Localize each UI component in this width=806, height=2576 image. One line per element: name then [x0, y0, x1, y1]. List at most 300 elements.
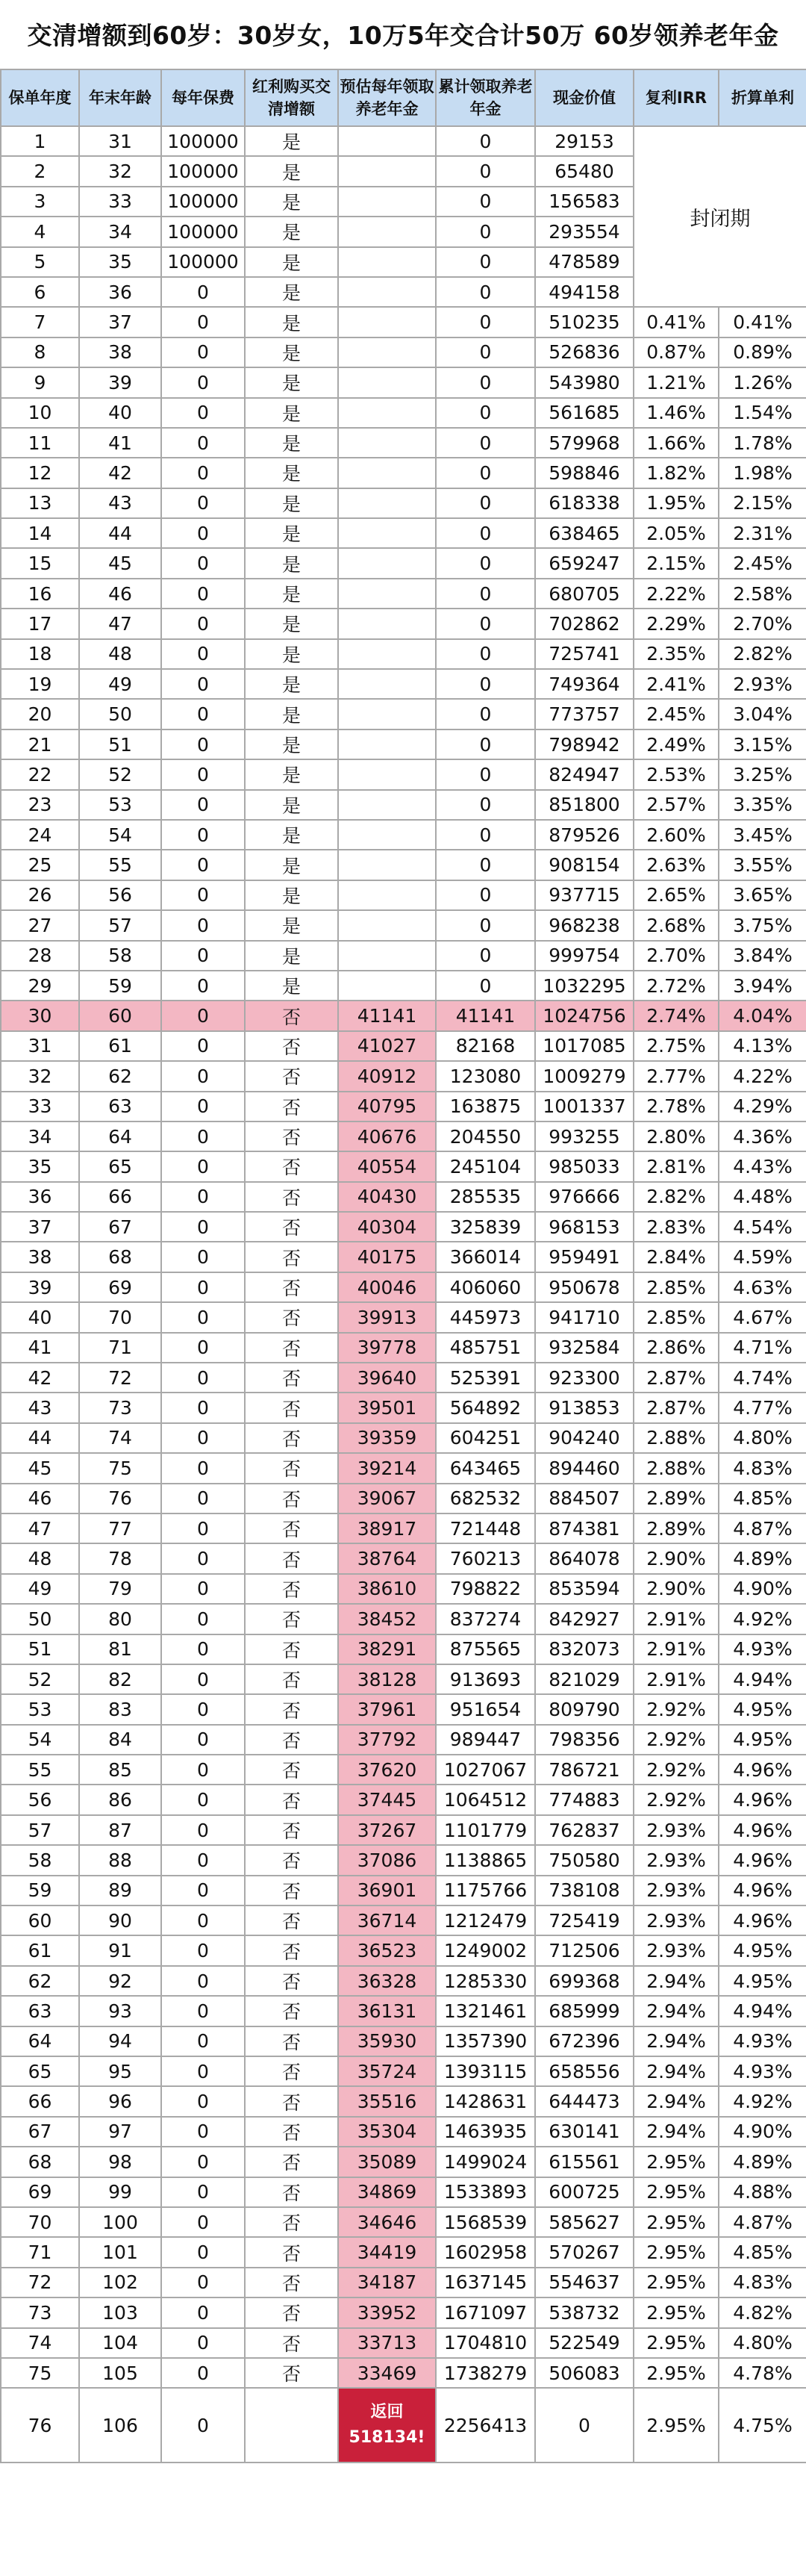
cell-simple-rate: 4.75% — [719, 2388, 806, 2463]
cell-cash-value: 644473 — [535, 2086, 634, 2116]
cell-dividend: 是 — [245, 699, 338, 729]
cell-simple-rate: 2.45% — [719, 548, 806, 578]
cell-policy-year: 76 — [1, 2388, 79, 2463]
cell-cumulative: 163875 — [436, 1092, 535, 1121]
cell-cumulative: 0 — [436, 247, 535, 277]
cell-age: 92 — [79, 1966, 161, 1996]
cell-age: 95 — [79, 2056, 161, 2086]
cell-cash-value: 630141 — [535, 2117, 634, 2147]
cell-annuity: 33952 — [338, 2297, 436, 2327]
cell-annuity — [338, 488, 436, 518]
cell-cumulative: 1138865 — [436, 1845, 535, 1875]
cell-premium: 0 — [161, 910, 245, 940]
cell-policy-year: 8 — [1, 337, 79, 367]
cell-irr: 2.78% — [634, 1092, 719, 1121]
cell-cash-value: 506083 — [535, 2358, 634, 2388]
cell-dividend: 否 — [245, 2086, 338, 2116]
table-row — [1, 1242, 806, 1272]
table-row — [1, 880, 806, 910]
table-row — [1, 1092, 806, 1121]
cell-dividend: 否 — [245, 2026, 338, 2056]
cell-simple-rate: 4.43% — [719, 1151, 806, 1181]
cell-policy-year: 30 — [1, 1001, 79, 1030]
cell-cash-value: 598846 — [535, 458, 634, 488]
cell-simple-rate: 2.31% — [719, 518, 806, 548]
cell-policy-year: 13 — [1, 488, 79, 518]
table-row — [1, 2328, 806, 2358]
cell-dividend: 否 — [245, 2117, 338, 2147]
table-row — [1, 1484, 806, 1513]
cell-policy-year: 16 — [1, 579, 79, 609]
cell-annuity: 35724 — [338, 2056, 436, 2086]
cell-annuity — [338, 669, 436, 699]
cell-cash-value: 824947 — [535, 759, 634, 789]
cell-policy-year: 75 — [1, 2358, 79, 2388]
cell-premium: 0 — [161, 639, 245, 669]
cell-dividend: 是 — [245, 488, 338, 518]
cell-cash-value: 968153 — [535, 1212, 634, 1242]
cell-premium: 0 — [161, 1634, 245, 1664]
cell-cash-value: 65480 — [535, 156, 634, 186]
cell-cumulative: 989447 — [436, 1725, 535, 1755]
table-row — [1, 2177, 806, 2207]
cell-policy-year: 63 — [1, 1996, 79, 2026]
table-row — [1, 729, 806, 759]
cell-age: 72 — [79, 1363, 161, 1393]
cell-dividend: 否 — [245, 1092, 338, 1121]
cell-premium: 0 — [161, 2328, 245, 2358]
cell-dividend: 是 — [245, 790, 338, 820]
table-row — [1, 1845, 806, 1875]
cell-cash-value: 773757 — [535, 699, 634, 729]
cell-age: 100 — [79, 2207, 161, 2237]
table-row — [1, 2358, 806, 2388]
cell-simple-rate: 4.04% — [719, 1001, 806, 1030]
cell-age: 52 — [79, 759, 161, 789]
cell-age: 53 — [79, 790, 161, 820]
cell-policy-year: 61 — [1, 1935, 79, 1965]
cell-annuity: 33469 — [338, 2358, 436, 2388]
cell-irr: 2.94% — [634, 2117, 719, 2147]
cell-simple-rate: 4.83% — [719, 1453, 806, 1483]
table-row — [1, 1815, 806, 1845]
header-irr: 复利IRR — [634, 69, 719, 126]
cell-irr: 2.91% — [634, 1604, 719, 1634]
cell-premium: 0 — [161, 1543, 245, 1573]
header-cash-value: 现金价值 — [535, 69, 634, 126]
cell-irr: 1.46% — [634, 398, 719, 428]
cell-dividend: 是 — [245, 639, 338, 669]
cell-cash-value: 738108 — [535, 1876, 634, 1905]
table-row — [1, 1725, 806, 1755]
cell-premium: 0 — [161, 1031, 245, 1061]
cell-irr: 1.66% — [634, 428, 719, 458]
cell-irr: 2.85% — [634, 1302, 719, 1332]
cell-irr: 2.93% — [634, 1905, 719, 1935]
cell-simple-rate: 3.55% — [719, 850, 806, 880]
cell-age: 82 — [79, 1664, 161, 1694]
cell-cumulative: 1175766 — [436, 1876, 535, 1905]
cell-irr: 2.94% — [634, 2056, 719, 2086]
cell-premium: 0 — [161, 820, 245, 850]
cell-simple-rate: 4.95% — [719, 1935, 806, 1965]
cell-irr: 2.90% — [634, 1543, 719, 1573]
cell-simple-rate: 4.63% — [719, 1272, 806, 1302]
cell-cash-value: 725419 — [535, 1905, 634, 1935]
cell-premium: 0 — [161, 398, 245, 428]
cell-irr: 2.87% — [634, 1393, 719, 1422]
cell-age: 88 — [79, 1845, 161, 1875]
cell-dividend: 否 — [245, 1031, 338, 1061]
cell-premium: 100000 — [161, 187, 245, 217]
cell-annuity: 36714 — [338, 1905, 436, 1935]
cell-cash-value: 1009279 — [535, 1061, 634, 1091]
cell-irr: 2.92% — [634, 1755, 719, 1785]
cell-annuity — [338, 307, 436, 337]
cell-premium: 0 — [161, 941, 245, 971]
cell-cumulative: 0 — [436, 639, 535, 669]
cell-cash-value: 522549 — [535, 2328, 634, 2358]
cell-age: 31 — [79, 126, 161, 156]
cell-annuity — [338, 579, 436, 609]
cell-dividend: 是 — [245, 518, 338, 548]
table-row — [1, 2207, 806, 2237]
cell-dividend: 是 — [245, 910, 338, 940]
cell-premium: 0 — [161, 1453, 245, 1483]
table-row — [1, 1061, 806, 1091]
cell-irr: 2.94% — [634, 2026, 719, 2056]
cell-annuity: 35089 — [338, 2147, 436, 2177]
cell-dividend: 否 — [245, 1935, 338, 1965]
cell-irr: 2.90% — [634, 1574, 719, 1604]
cell-cash-value: 570267 — [535, 2237, 634, 2267]
cell-irr: 2.91% — [634, 1664, 719, 1694]
cell-cash-value: 851800 — [535, 790, 634, 820]
cell-dividend: 是 — [245, 398, 338, 428]
cell-irr: 2.05% — [634, 518, 719, 548]
cell-policy-year: 47 — [1, 1513, 79, 1543]
cell-policy-year: 21 — [1, 729, 79, 759]
cell-premium: 0 — [161, 1001, 245, 1030]
cell-age: 64 — [79, 1121, 161, 1151]
cell-premium: 0 — [161, 2268, 245, 2297]
cell-cash-value: 538732 — [535, 2297, 634, 2327]
cell-simple-rate: 4.93% — [719, 1634, 806, 1664]
cell-simple-rate: 4.22% — [719, 1061, 806, 1091]
cell-policy-year: 53 — [1, 1694, 79, 1724]
cell-premium: 0 — [161, 458, 245, 488]
cell-policy-year: 18 — [1, 639, 79, 669]
cell-annuity: 36131 — [338, 1996, 436, 2026]
cell-irr: 2.72% — [634, 971, 719, 1001]
cell-age: 103 — [79, 2297, 161, 2327]
cell-age: 33 — [79, 187, 161, 217]
cell-annuity — [338, 880, 436, 910]
table-row — [1, 1182, 806, 1212]
table-row — [1, 579, 806, 609]
cell-dividend — [245, 2388, 338, 2463]
cell-cumulative: 1568539 — [436, 2207, 535, 2237]
cell-age: 43 — [79, 488, 161, 518]
cell-dividend: 否 — [245, 1634, 338, 1664]
table-row — [1, 428, 806, 458]
cell-policy-year: 69 — [1, 2177, 79, 2207]
cell-irr: 2.93% — [634, 1876, 719, 1905]
cell-dividend: 否 — [245, 1484, 338, 1513]
cell-annuity: 39359 — [338, 1423, 436, 1453]
header-annuity: 预估每年领取养老年金 — [338, 69, 436, 126]
cell-irr: 2.95% — [634, 2237, 719, 2267]
cell-age: 63 — [79, 1092, 161, 1121]
cell-premium: 0 — [161, 729, 245, 759]
cell-dividend: 是 — [245, 941, 338, 971]
cell-annuity: 34187 — [338, 2268, 436, 2297]
cell-dividend: 否 — [245, 1755, 338, 1785]
cell-policy-year: 59 — [1, 1876, 79, 1905]
cell-cumulative: 0 — [436, 518, 535, 548]
cell-policy-year: 42 — [1, 1363, 79, 1393]
cell-premium: 0 — [161, 2086, 245, 2116]
cell-dividend: 否 — [245, 2297, 338, 2327]
cell-dividend: 否 — [245, 2147, 338, 2177]
cell-irr: 2.77% — [634, 1061, 719, 1091]
cell-simple-rate: 3.94% — [719, 971, 806, 1001]
cell-simple-rate: 2.82% — [719, 639, 806, 669]
cell-annuity: 39913 — [338, 1302, 436, 1332]
cell-cash-value: 774883 — [535, 1785, 634, 1814]
cell-cash-value: 937715 — [535, 880, 634, 910]
table-row — [1, 2237, 806, 2267]
cell-policy-year: 31 — [1, 1031, 79, 1061]
table-row — [1, 1785, 806, 1814]
cell-policy-year: 7 — [1, 307, 79, 337]
cell-simple-rate: 0.89% — [719, 337, 806, 367]
cell-cumulative: 913693 — [436, 1664, 535, 1694]
cell-irr: 2.91% — [634, 1634, 719, 1664]
header-simple-rate: 折算单利 — [719, 69, 806, 126]
table-row — [1, 1001, 806, 1030]
cell-dividend: 否 — [245, 1302, 338, 1332]
cell-cumulative: 0 — [436, 398, 535, 428]
cell-simple-rate: 4.96% — [719, 1755, 806, 1785]
cell-dividend: 是 — [245, 548, 338, 578]
cell-policy-year: 12 — [1, 458, 79, 488]
cell-age: 76 — [79, 1484, 161, 1513]
cell-simple-rate: 4.96% — [719, 1876, 806, 1905]
cell-irr: 2.84% — [634, 1242, 719, 1272]
cell-premium: 0 — [161, 337, 245, 367]
cell-irr: 2.75% — [634, 1031, 719, 1061]
cell-policy-year: 36 — [1, 1182, 79, 1212]
cell-dividend: 否 — [245, 1543, 338, 1573]
cell-annuity: 41027 — [338, 1031, 436, 1061]
cell-premium: 0 — [161, 2056, 245, 2086]
cell-age: 32 — [79, 156, 161, 186]
cell-age: 90 — [79, 1905, 161, 1935]
cell-age: 79 — [79, 1574, 161, 1604]
cell-policy-year: 48 — [1, 1543, 79, 1573]
cell-cash-value: 959491 — [535, 1242, 634, 1272]
cell-policy-year: 46 — [1, 1484, 79, 1513]
table-row — [1, 971, 806, 1001]
cell-annuity — [338, 850, 436, 880]
cell-dividend: 否 — [245, 1845, 338, 1875]
cell-cash-value: 1001337 — [535, 1092, 634, 1121]
cell-cumulative: 1357390 — [436, 2026, 535, 2056]
cell-annuity: 37445 — [338, 1785, 436, 1814]
table-row — [1, 367, 806, 397]
cell-annuity: 40676 — [338, 1121, 436, 1151]
cell-premium: 0 — [161, 307, 245, 337]
cell-irr: 2.95% — [634, 2358, 719, 2388]
cell-premium: 0 — [161, 1242, 245, 1272]
cell-annuity — [338, 247, 436, 277]
cell-policy-year: 32 — [1, 1061, 79, 1091]
cell-annuity: 34869 — [338, 2177, 436, 2207]
cell-dividend: 是 — [245, 277, 338, 307]
cell-annuity: 40912 — [338, 1061, 436, 1091]
cell-irr: 2.15% — [634, 548, 719, 578]
cell-simple-rate: 4.82% — [719, 2297, 806, 2327]
cell-irr: 2.94% — [634, 1966, 719, 1996]
cell-simple-rate: 4.77% — [719, 1393, 806, 1422]
cell-cumulative: 0 — [436, 971, 535, 1001]
cell-policy-year: 66 — [1, 2086, 79, 2116]
cell-premium: 0 — [161, 1092, 245, 1121]
cell-dividend: 否 — [245, 1513, 338, 1543]
cell-simple-rate: 4.29% — [719, 1092, 806, 1121]
cell-age: 66 — [79, 1182, 161, 1212]
cell-policy-year: 35 — [1, 1151, 79, 1181]
cell-age: 81 — [79, 1634, 161, 1664]
cell-annuity — [338, 759, 436, 789]
cell-simple-rate: 3.35% — [719, 790, 806, 820]
cell-annuity: 34646 — [338, 2207, 436, 2237]
cell-age: 58 — [79, 941, 161, 971]
cell-simple-rate: 1.78% — [719, 428, 806, 458]
cell-irr: 0.41% — [634, 307, 719, 337]
cell-dividend: 是 — [245, 609, 338, 638]
cell-cash-value: 749364 — [535, 669, 634, 699]
cell-cash-value: 968238 — [535, 910, 634, 940]
cell-policy-year: 20 — [1, 699, 79, 729]
cell-premium: 100000 — [161, 247, 245, 277]
cell-simple-rate: 4.93% — [719, 2056, 806, 2086]
cell-cumulative: 204550 — [436, 1121, 535, 1151]
cell-policy-year: 14 — [1, 518, 79, 548]
cell-annuity: 39067 — [338, 1484, 436, 1513]
cell-cash-value: 526836 — [535, 337, 634, 367]
cell-dividend: 否 — [245, 1272, 338, 1302]
cell-premium: 0 — [161, 2117, 245, 2147]
cell-policy-year: 50 — [1, 1604, 79, 1634]
table-row — [1, 1302, 806, 1332]
cell-cash-value: 615561 — [535, 2147, 634, 2177]
cell-cash-value: 908154 — [535, 850, 634, 880]
cell-dividend: 否 — [245, 2328, 338, 2358]
cell-irr: 2.95% — [634, 2177, 719, 2207]
table-row — [1, 790, 806, 820]
cell-cumulative: 245104 — [436, 1151, 535, 1181]
cell-cash-value: 786721 — [535, 1755, 634, 1785]
cell-cash-value: 874381 — [535, 1513, 634, 1543]
table-row — [1, 1151, 806, 1181]
cell-policy-year: 57 — [1, 1815, 79, 1845]
cell-simple-rate: 4.94% — [719, 1996, 806, 2026]
cell-cash-value: 1024756 — [535, 1001, 634, 1030]
cell-age: 37 — [79, 307, 161, 337]
cell-premium: 0 — [161, 790, 245, 820]
cell-annuity: 37961 — [338, 1694, 436, 1724]
cell-annuity — [338, 187, 436, 217]
cell-premium: 0 — [161, 1694, 245, 1724]
table-row — [1, 1031, 806, 1061]
cell-policy-year: 15 — [1, 548, 79, 578]
cell-policy-year: 11 — [1, 428, 79, 458]
cell-simple-rate: 4.80% — [719, 1423, 806, 1453]
table-row — [1, 1996, 806, 2026]
cell-age: 83 — [79, 1694, 161, 1724]
cell-simple-rate: 4.78% — [719, 2358, 806, 2388]
cell-irr: 2.74% — [634, 1001, 719, 1030]
cell-dividend: 是 — [245, 217, 338, 246]
cell-cumulative: 0 — [436, 187, 535, 217]
cell-premium: 0 — [161, 548, 245, 578]
cell-policy-year: 68 — [1, 2147, 79, 2177]
cell-simple-rate: 3.45% — [719, 820, 806, 850]
cell-dividend: 否 — [245, 1182, 338, 1212]
cell-annuity — [338, 790, 436, 820]
cell-simple-rate: 4.92% — [719, 2086, 806, 2116]
cell-annuity — [338, 337, 436, 367]
cell-simple-rate: 3.15% — [719, 729, 806, 759]
cell-dividend: 是 — [245, 126, 338, 156]
cell-age: 87 — [79, 1815, 161, 1845]
cell-cumulative: 485751 — [436, 1333, 535, 1363]
cell-age: 75 — [79, 1453, 161, 1483]
cell-dividend: 否 — [245, 1876, 338, 1905]
cell-dividend: 否 — [245, 1664, 338, 1694]
cell-age: 84 — [79, 1725, 161, 1755]
cell-dividend: 否 — [245, 1121, 338, 1151]
cell-cumulative: 0 — [436, 337, 535, 367]
cell-irr: 2.57% — [634, 790, 719, 820]
cell-premium: 0 — [161, 2026, 245, 2056]
cell-policy-year: 33 — [1, 1092, 79, 1121]
cell-irr: 2.22% — [634, 579, 719, 609]
cell-dividend: 否 — [245, 1423, 338, 1453]
cell-irr: 2.94% — [634, 1996, 719, 2026]
cell-cumulative: 1704810 — [436, 2328, 535, 2358]
cell-irr: 2.92% — [634, 1694, 719, 1724]
cell-irr: 2.82% — [634, 1182, 719, 1212]
cell-simple-rate: 4.95% — [719, 1966, 806, 1996]
cell-age: 102 — [79, 2268, 161, 2297]
cell-dividend: 否 — [245, 1725, 338, 1755]
cell-annuity: 33713 — [338, 2328, 436, 2358]
cell-policy-year: 22 — [1, 759, 79, 789]
table-row — [1, 1453, 806, 1483]
cell-policy-year: 45 — [1, 1453, 79, 1483]
cell-simple-rate: 4.89% — [719, 1543, 806, 1573]
cell-simple-rate: 4.95% — [719, 1725, 806, 1755]
cell-cash-value: 985033 — [535, 1151, 634, 1181]
cell-irr: 2.94% — [634, 2086, 719, 2116]
cell-simple-rate: 1.98% — [719, 458, 806, 488]
cell-annuity: 36901 — [338, 1876, 436, 1905]
cell-simple-rate: 4.80% — [719, 2328, 806, 2358]
cell-age: 70 — [79, 1302, 161, 1332]
